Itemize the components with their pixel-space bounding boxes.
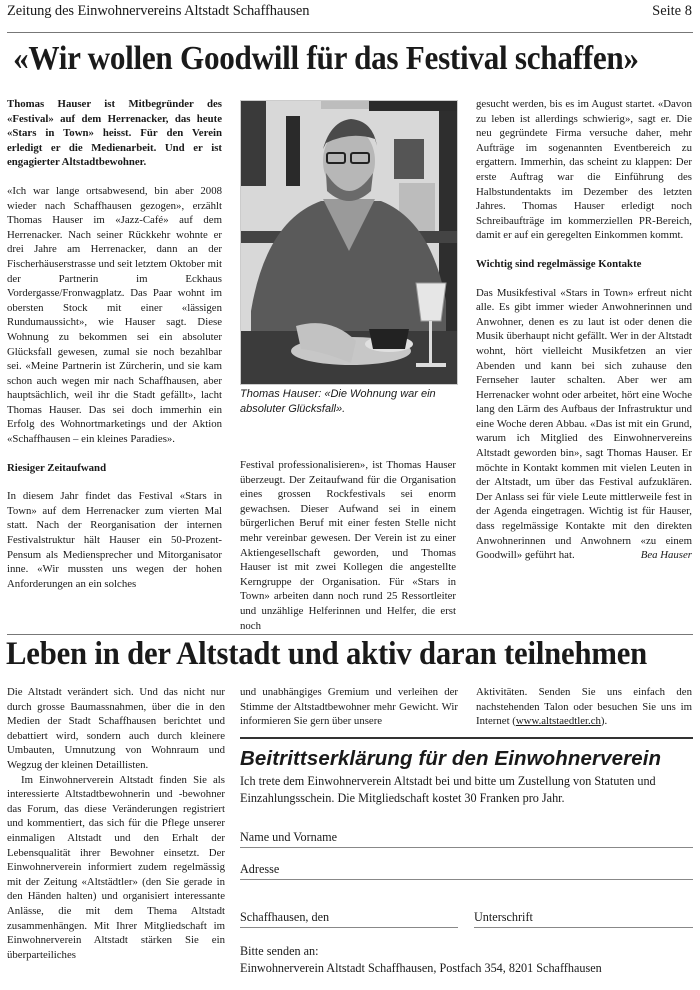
page-number: Seite 8 bbox=[652, 3, 692, 19]
article-paragraph bbox=[476, 286, 692, 563]
article-subheading: Riesiger Zeitaufwand bbox=[7, 461, 107, 474]
section-divider bbox=[7, 634, 693, 635]
signature-field[interactable] bbox=[474, 910, 693, 928]
article-column-1 bbox=[7, 97, 222, 591]
article-paragraph: gesucht werden, bis es im August startet. «Davon zu leben ist allerdings schwierig», sagt er. Die neu gegründete Firma versuche daher, mehr Aufträge im sogenannten Eventbereich zu ergattern. Immerhin, das scheint zu klappen: Der erste Auftrag war die Einführung des Halbstundentakts im Dezember des letzten Jahres. Thomas Hauser erledigt noch Schreibaufträge im kommerziellen PR-Bereich, damit er auf ein geregelten Einkommen kommt. bbox=[476, 98, 692, 242]
form-divider bbox=[240, 737, 693, 739]
name-field-label: Name und Vorname bbox=[240, 830, 338, 844]
website-link[interactable]: www.altstaedtler.ch bbox=[515, 715, 601, 728]
place-date-field[interactable] bbox=[240, 910, 458, 928]
article-column-2 bbox=[240, 458, 456, 633]
header-divider bbox=[7, 32, 693, 33]
article-column-3 bbox=[476, 97, 692, 563]
address-field[interactable] bbox=[240, 862, 693, 880]
article-paragraph: «Ich war lange ortsabwesend, bin aber 2008 wieder nach Schaffhausen gezogen», erzählt Thomas Hauser im «Jazz-Café» auf dem Herrenacker. Nach seiner Rückkehr wohnte er drei Jahre am Herrenacker, dann an der Fischerhäuserstrasse und seit letztem Oktober mit der Partnerin im Eckhaus Vordergasse/Fronwagplatz. Das Paar wohnt im obersten Stock mit einer «lässigen Rundumaussicht», wie Hauser sagt. Diese Wohnung zu bekommen sei ein absoluter Glücksfall gewesen, zumal sie noch bezahlbar sei. «Meine Partnerin ist Zürcherin, und sie kam schon auch wegen mir nach Schaffhausen, aber hauptsächlich, weil ihr die Stadt gefällt», lacht Thomas Hauser. Das sei doch immerhin ein Erfolg des Wohnortmarketings und der Aktion «Schaffhausen – ein kleines Paradies». bbox=[7, 184, 222, 446]
membership-column-3 bbox=[476, 685, 692, 729]
article-subheading: Wichtig sind regelmässige Kontakte bbox=[476, 257, 642, 270]
address-field-label: Adresse bbox=[240, 862, 280, 876]
article-paragraph-text: Das Musikfestival «Stars in Town» erfreut nicht alle. Es gibt immer wieder Anwohnerinnen und Anwohner, denen es zu laut ist oder denen die Musik überhaupt nicht gefällt. Wer in der Altstadt wohnt, hört vielleicht Musikfetzen an vier Abenden und kann bei sich zuhause den Fernseher lauter schalten. Aber wer am Herrenacker wohnt oder arbeitet, hört eine Woche lang den Lärm des Aufbaus der Infrastruktur und eine Woche deren Abbau. «Das ist mit ein Grund, warum ich Mitglied des Einwohnervereins Altstadt geworden bin», sagt Thomas Hauser. Er möchte in Kontakt kommen mit vielen Leuten in der Altstadt, um über das Festival aufzuklären. Der Anlass sei für viele Leute mittlerweile fest in der Agenda eingetragen. Wichtig ist für Hauser, dass regelmässige Kontakte mit den direkten Anwohnerinnen und Anwohnern «zu einem Goodwill» geführt hat. bbox=[476, 286, 692, 562]
article-lead: Thomas Hauser ist Mitbegründer des «Festival» auf dem Herrenacker, das heute «Stars in Town» heisst. Für den Verein erledigt er die Medienarbeit. Und er ist engagierter Altstadtbewohner. bbox=[7, 98, 222, 169]
membership-form-title: Beitrittserklärung für den Einwohnerverein bbox=[240, 747, 662, 770]
portrait-photo bbox=[240, 100, 458, 385]
article-paragraph: In diesem Jahr findet das Festival «Stars in Town» auf dem Herrenacker zum vierten Mal statt. Nach der Reorganisation der internen Festivalstruktur hält Hauser ein 50-Prozent-Pensum als Mediensprecher und Mitorganisator inne. «Wir mussten uns wegen der hohen Anforderungen an ein solches bbox=[7, 490, 222, 590]
membership-paragraph bbox=[476, 685, 692, 729]
author-byline: Bea Hauser bbox=[640, 549, 692, 562]
section-headline: Leben in der Altstadt und aktiv daran teilnehmen bbox=[6, 636, 648, 672]
name-field[interactable] bbox=[240, 830, 693, 848]
membership-form-intro: Ich trete dem Einwohnerverein Altstadt bei und bitte um Zustellung von Statuten und Einzahlungsschein. Die Mitgliedschaft kostet 30 Franken pro Jahr. bbox=[240, 774, 656, 805]
portrait-photo-image bbox=[241, 101, 457, 384]
membership-paragraph-end: ). bbox=[600, 715, 608, 728]
article-paragraph: Festival professionalisieren», ist Thomas Hauser überzeugt. Der Zeitaufwand für die Organisation eines grossen Rockfestivals sei enorm gewachsen. Dieser Aufwand sei in einem bürgerlichen Beruf mit einer festen Stelle nicht mehr vereinbar gewesen. Der Verein ist zu einer Aktiengesellschaft geworden, und Thomas Hauser ist mit zwei Kollegen die angestellte Kerngruppe der Organisation. Für «Stars in Town» arbeiten dann noch rund 25 Ressortleiter und unzählige Helferinnen und Helfer, die erst noch bbox=[240, 459, 456, 632]
signature-field-label: Unterschrift bbox=[474, 910, 533, 924]
publication-title: Zeitung des Einwohnervereins Altstadt Schaffhausen bbox=[7, 3, 310, 19]
membership-column-2 bbox=[240, 685, 458, 729]
send-to-address: Einwohnerverein Altstadt Schaffhausen, Postfach 354, 8201 Schaffhausen bbox=[240, 961, 602, 975]
photo-caption: Thomas Hauser: «Die Wohnung war ein absoluter Glücksfall». bbox=[240, 388, 436, 415]
membership-paragraph: Die Altstadt verändert sich. Und das nicht nur durch grosse Baumassnahmen, über die in den Medien der Stadt Schaffhausen berichtet und debattiert wird, sondern auch durch kleinere Umbauten, Umnutzung von Wohnraum und Wegzug der kleinen Detaillisten. bbox=[7, 686, 225, 771]
article-headline: «Wir wollen Goodwill für das Festival schaffen» bbox=[13, 40, 639, 77]
place-date-field-label: Schaffhausen, den bbox=[240, 910, 330, 924]
send-to-label: Bitte senden an: bbox=[240, 944, 319, 958]
membership-column-1 bbox=[7, 685, 225, 962]
membership-paragraph-text: Aktivitäten. Senden Sie uns einfach den nachstehenden Talon oder besuchen Sie uns im Internet ( bbox=[476, 686, 692, 728]
membership-paragraph: Im Einwohnerverein Altstadt finden Sie als interessierte Altstadtbewohnerin und -bewohner das Forum, das diese Veränderungen registriert und kommentiert, das sich für die Pflege unserer einmaligen Altstadt und den Erhalt der Lebensqualität ihrer Bewohner einsetzt. Der Einwohnerverein informiert zudem regelmässig mit der Zeitung «Altstädtler» (den Sie gerade in den Händen halten) und organisiert interessante Anlässe, die mit dem Thema Altstadt zusammenhängen. Mit Ihrer Mitgliedschaft im Einwohnerverein Altstadt stärken Sie ein überparteiliches bbox=[7, 773, 225, 961]
membership-paragraph: und unabhängiges Gremium und verleihen der Stimme der Altstadtbewohner mehr Gewicht. Wir informieren Sie gern über unsere bbox=[240, 686, 458, 728]
